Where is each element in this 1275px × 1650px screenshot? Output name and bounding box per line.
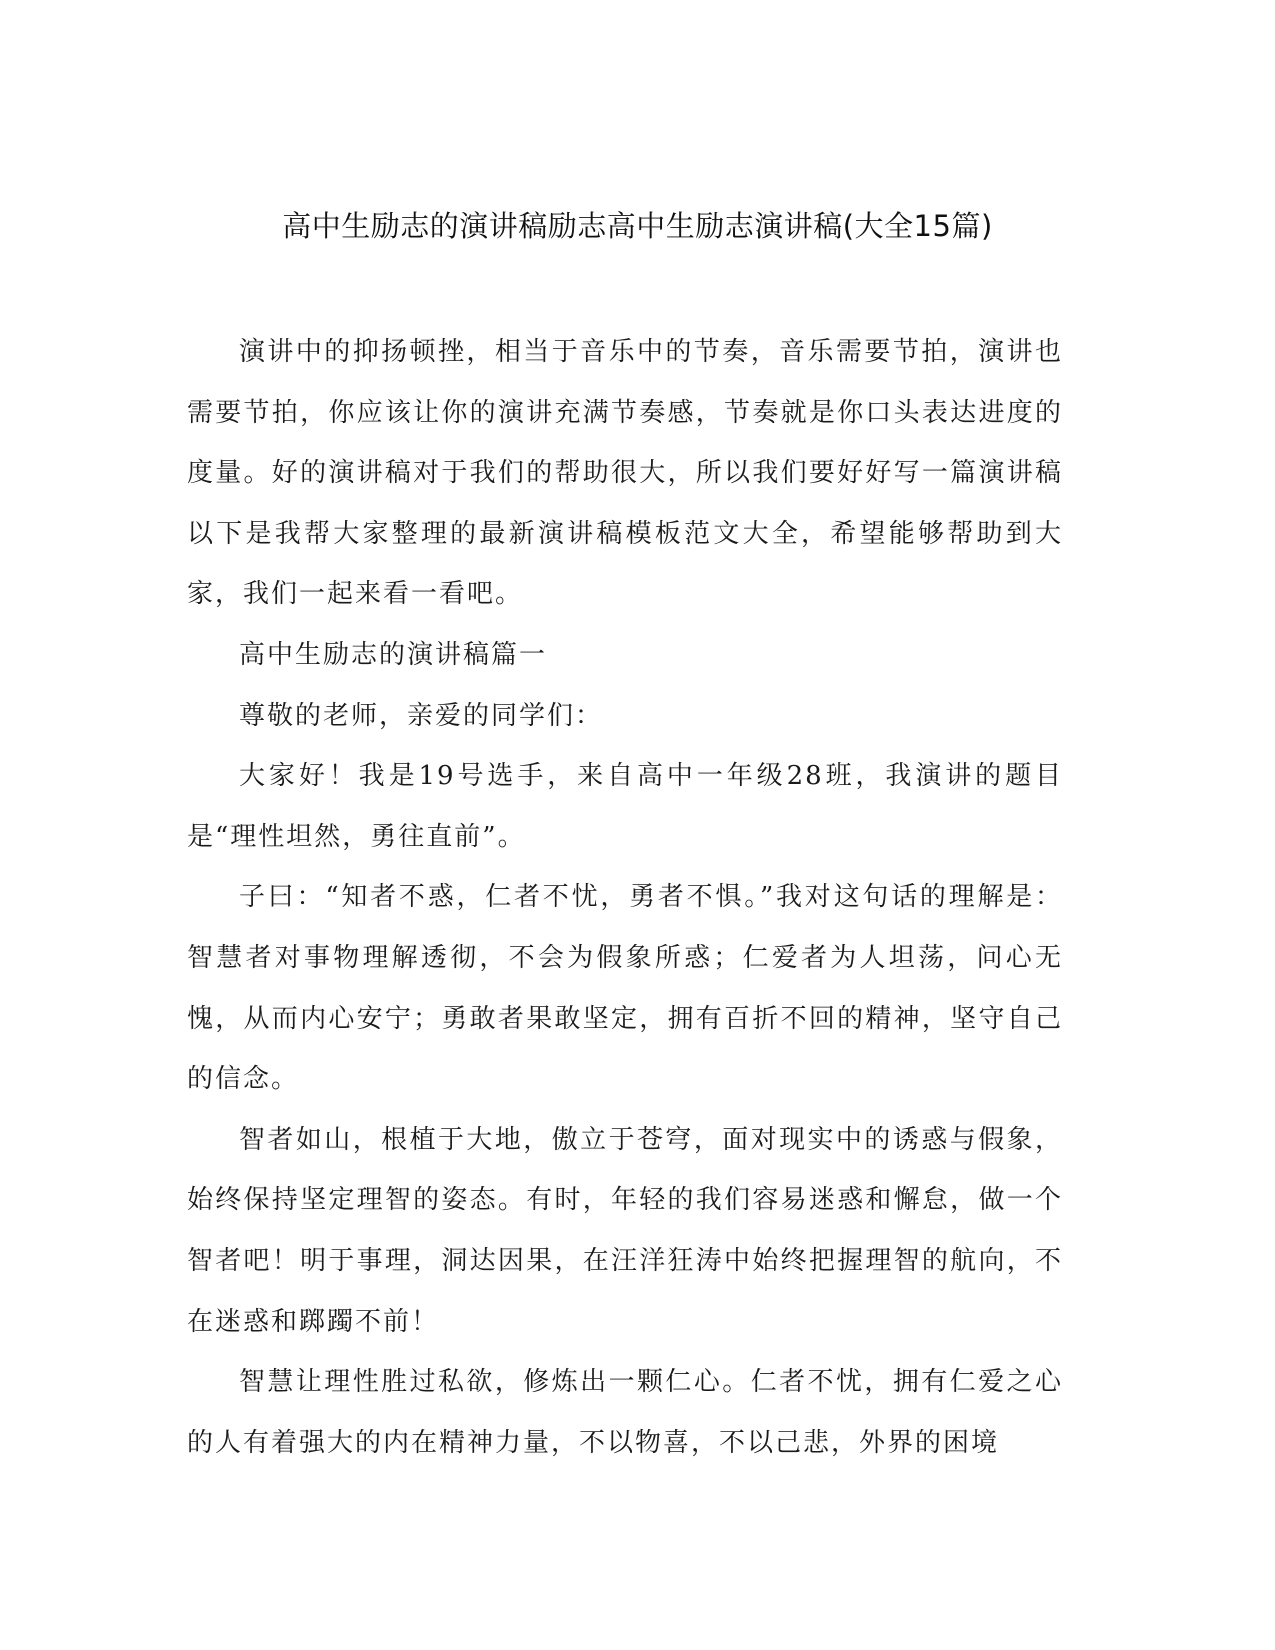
paragraph: 子曰：“知者不惑，仁者不忧，勇者不惧。”我对这句话的理解是：智慧者对事物理解透彻，不会为假象所惑；仁爱者为人坦荡，问心无愧，从而内心安宁；勇敢者果敢坚定，拥有百折不回的精神，坚守自己的信念。 [187, 882, 1063, 1095]
section-heading: 高中生励志的演讲稿篇一 [239, 639, 548, 670]
document-body [187, 322, 1063, 1473]
salutation: 尊敬的老师，亲爱的同学们： [239, 700, 604, 731]
paragraph: 智者如山，根植于大地，傲立于苍穹，面对现实中的诱惑与假象，始终保持坚定理智的姿态。有时，年轻的我们容易迷惑和懈怠，做一个智者吧！明于事理，洞达因果，在汪洋狂涛中始终把握理智的航向，不在迷惑和踯躅不前！ [187, 1124, 1063, 1337]
paragraph: 大家好！我是19号选手，来自高中一年级28班，我演讲的题目是“理性坦然，勇往直前”。 [187, 761, 1063, 852]
paragraph: 智慧让理性胜过私欲，修炼出一颗仁心。仁者不忧，拥有仁爱之心的人有着强大的内在精神力量，不以物喜，不以己悲，外界的困境 [187, 1367, 1063, 1458]
document-title: 高中生励志的演讲稿励志高中生励志演讲稿(大全15篇) [282, 209, 993, 243]
paragraph-intro: 演讲中的抑扬顿挫，相当于音乐中的节奏，音乐需要节拍，演讲也需要节拍，你应该让你的演讲充满节奏感，节奏就是你口头表达进度的度量。好的演讲稿对于我们的帮助很大，所以我们要好好写一篇演讲稿以下是我帮大家整理的最新演讲稿模板范文大全，希望能够帮助到大家，我们一起来看一看吧。 [187, 337, 1063, 610]
